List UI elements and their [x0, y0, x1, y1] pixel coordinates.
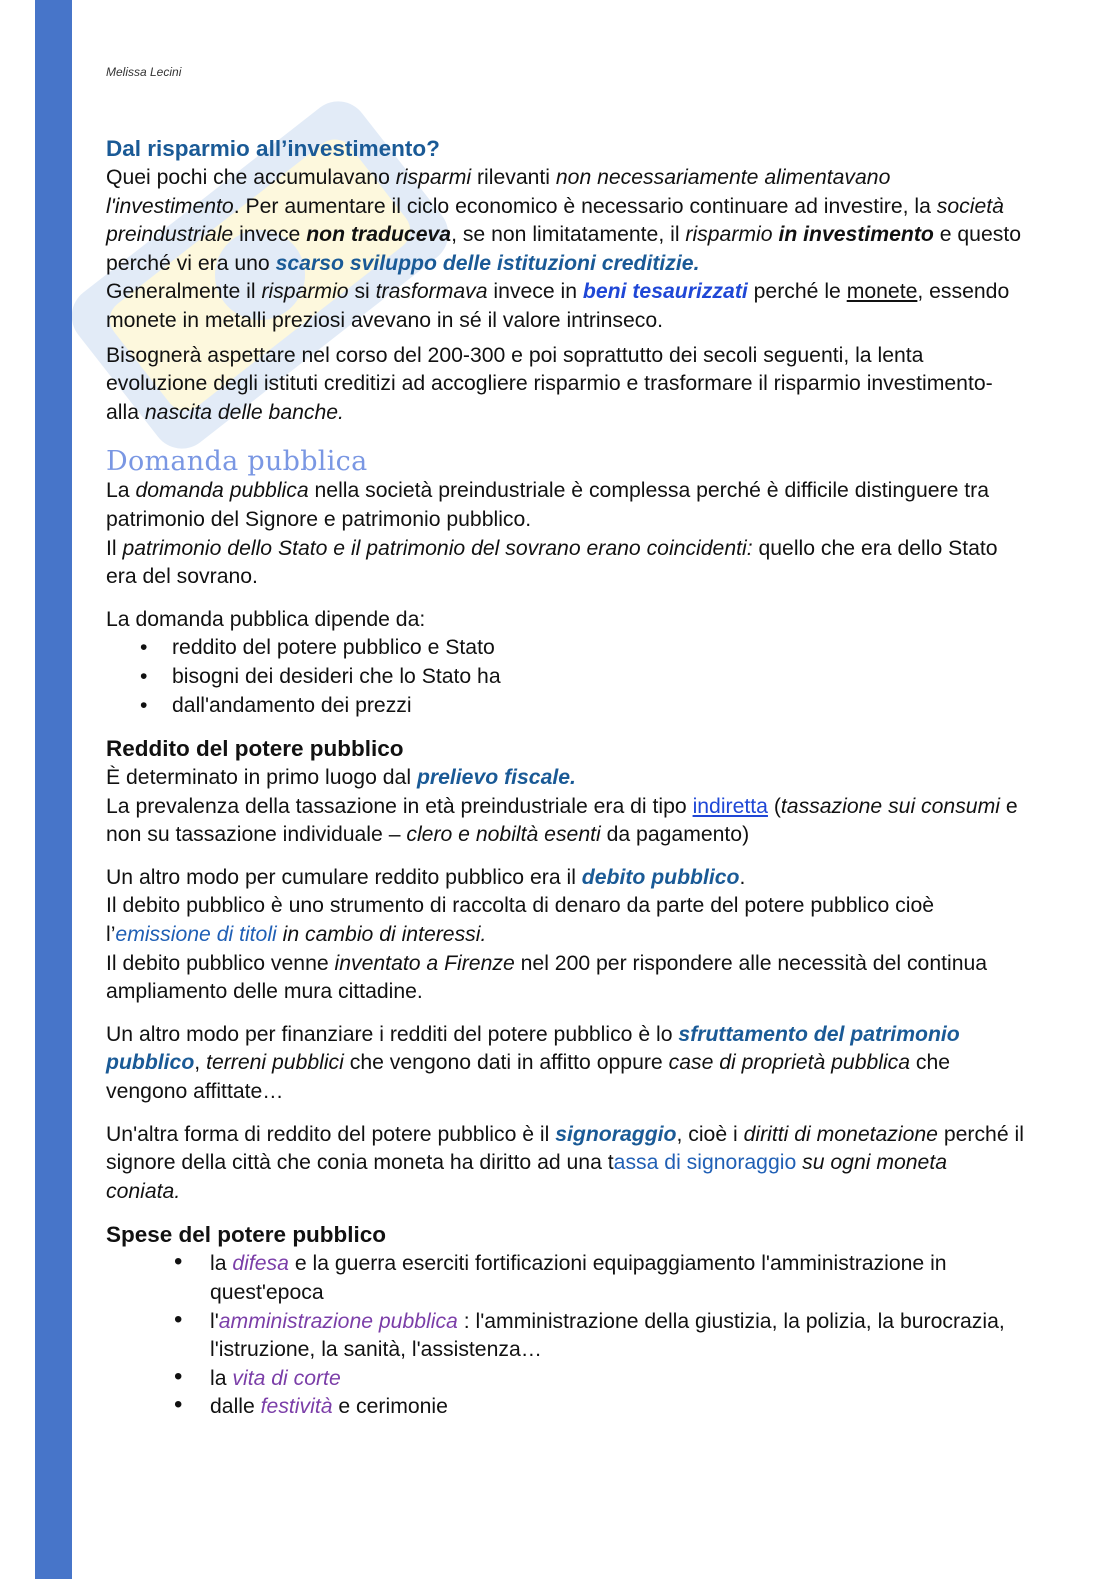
list-item: • bisogni dei desideri che lo Stato ha: [106, 663, 1026, 692]
paragraph: La domanda pubblica dipende da:: [106, 607, 426, 631]
paragraph: Il debito pubblico è uno strumento di raccolta di denaro da parte del potere pubblico cioè l’emissione di titoli in cambio di interessi.: [106, 894, 935, 947]
indiretta-link[interactable]: indiretta: [692, 794, 768, 818]
section-title-risparmio: Dal risparmio all’investimento?: [106, 136, 440, 161]
paragraph: Quei pochi che accumulavano risparmi rilevanti non necessariamente alimentavano l'investimento. Per aumentare il ciclo economico è necessario continuare ad investire, la società preindustriale invece non traduceva, se non limitatamente, il risparmio in investimento e questo perché vi era uno scarso sviluppo delle istituzioni creditizie.: [106, 166, 1022, 275]
list-item: • l'amministrazione pubblica : l'amministrazione della giustizia, la polizia, la burocrazia, l'istruzione, la sanità, l'assistenza…: [106, 1308, 1026, 1365]
bullet-list: [106, 634, 1026, 720]
paragraph: Un'altra forma di reddito del potere pubblico è il signoraggio, cioè i diritti di monetazione perché il signore della città che conia moneta ha diritto ad una tassa di signoraggio su ogni moneta coniata.: [106, 1122, 1024, 1203]
document-body: [106, 134, 1026, 1422]
paragraph: È determinato in primo luogo dal prelievo fiscale.: [106, 766, 576, 790]
author-name: Melissa Lecini: [106, 65, 182, 79]
list-item: • la difesa e la guerra eserciti fortificazioni equipaggiamento l'amministrazione in quest'epoca: [106, 1250, 1026, 1307]
paragraph: Un altro modo per finanziare i redditi del potere pubblico è lo sfruttamento del patrimonio pubblico, terreni pubblici che vengono dati in affitto oppure case di proprietà pubblica che vengono affittate…: [106, 1022, 960, 1104]
list-item: • la vita di corte: [106, 1365, 1026, 1394]
paragraph: La domanda pubblica nella società preindustriale è complessa perché è difficile distinguere tra patrimonio del Signore e patrimonio pubblico.: [106, 479, 989, 531]
section-title-domanda-pubblica: Domanda pubblica: [106, 446, 368, 478]
left-accent-bar: [35, 0, 72, 1579]
list-item: • dalle festività e cerimonie: [106, 1393, 1026, 1422]
subsection-title-spese: Spese del potere pubblico: [106, 1222, 387, 1248]
paragraph: Generalmente il risparmio si trasformava invece in beni tesaurizzati perché le monete, essendo monete in metalli preziosi avevano in sé il valore intrinseco.: [106, 280, 1010, 332]
paragraph: Bisognerà aspettare nel corso del 200-300 e poi soprattutto dei secoli seguenti, la lenta evoluzione degli istituti creditizi ad accogliere risparmio e trasformare il risparmio investimento- alla nascita delle banche.: [106, 343, 993, 424]
subsection-title-reddito: Reddito del potere pubblico: [106, 736, 404, 762]
paragraph: La prevalenza della tassazione in età preindustriale era di tipo indiretta (tassazione sui consumi e non su tassazione individuale – clero e nobiltà esenti da pagamento): [106, 794, 1018, 847]
paragraph: Il debito pubblico venne inventato a Firenze nel 200 per rispondere alle necessità del continua ampliamento delle mura cittadine.: [106, 951, 988, 1004]
bullet-list: [106, 1250, 1026, 1422]
list-item: • dall'andamento dei prezzi: [106, 692, 1026, 721]
paragraph: Il patrimonio dello Stato e il patrimonio del sovrano erano coincidenti: quello che era dello Stato era del sovrano.: [106, 536, 998, 589]
paragraph: Un altro modo per cumulare reddito pubblico era il debito pubblico.: [106, 865, 746, 889]
list-item: • reddito del potere pubblico e Stato: [106, 634, 1026, 663]
